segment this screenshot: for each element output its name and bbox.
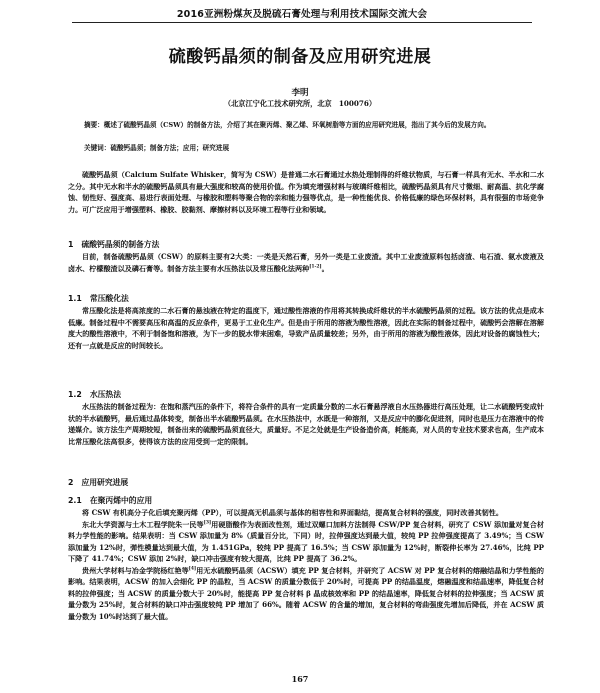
section-2-1-number: 2.1	[68, 496, 82, 505]
paragraph-3-lead: 贵州大学材料与冶金学院杨红艳等	[82, 565, 189, 575]
section-1-end: 。	[321, 263, 329, 273]
paragraph-3-rest: 用无水硫酸钙晶须（ACSW）填充 PP 复合材料，并研究了 ACSW 对 PP 复合材料的熔融结晶和力学性能的影响。结果表明，ACSW 的加入会细化 PP 的晶粒，当 ACSW 的质量分数低于 20%时，可提高 PP 的结晶温度，熔融温度和结晶速率，降低复合材料的拉伸强度；当 ACSW 的质量分数大于 20%时，能提高 PP 复合材料 β 晶成核效率和 PP 的结晶速率，降低复合材料的拉伸强度；当 ACSW 质量分数为 25%时，复合材料的缺口冲击强度较纯 PP 增加了 66%。随着 ACSW 的含量的增加，复合材料的弯曲强度先增加后降低，并在 ACSW 质量分数为 10%时达到了最大值。	[68, 565, 544, 621]
section-1-body	[68, 251, 544, 274]
section-2-1-paragraph-1: 将 CSW 有机高分子化后填充聚丙烯（PP），可以提高无机晶须与基体的相容性和界面黏结，提高复合材料的强度，同时改善其韧性。	[82, 508, 503, 517]
abstract-text: 概述了硫酸钙晶须（CSW）的制备方法，介绍了其在聚丙烯、聚乙烯、环氧树脂等方面的应用研究进展，指出了其今后的发展方向。	[103, 121, 491, 129]
section-1-2-text: 水压热法的制备过程为：在饱和蒸汽压的条件下，将符合条件的具有一定质量分数的二水石膏悬浮液自水压热器进行高压处理，让二水硫酸钙变成针状的半水硫酸钙，最后通过晶体转变，制备出半水硫酸钙晶须。在水压热法中，水既是一种溶剂，又是反应中的膨化促进剂，同时也是压力在溶液中的传递媒介。该方法生产周期较短，制备出来的硫酸钙晶须直径大，质量好。不足之处就是生产设备造价高，耗能高，对人员的专业技术要求也高，生产成本比常压酸化法高很多，使得该方法的应用受到一定的限制。	[68, 402, 544, 446]
section-1-2-number: 1.2	[68, 390, 82, 399]
abstract-label: 摘要：	[84, 121, 104, 129]
section-1-1-body	[68, 305, 544, 351]
section-2-1-body	[68, 507, 544, 622]
keywords-label: 关键词：	[84, 144, 111, 152]
section-1-1-number: 1.1	[68, 294, 82, 303]
section-2-title: 应用研究进展	[81, 478, 129, 487]
author-affiliation: （北京江宁化工技术研究所，北京 100076）	[223, 99, 377, 108]
paragraph-2-lead: 东北大学资源与土木工程学院朱一民等	[82, 519, 204, 529]
section-1-2-body	[68, 401, 544, 447]
section-1-2-title: 水压热法	[89, 390, 121, 399]
section-1-1-text: 常压酸化法是将高浓度的二水石膏的悬浊液在特定的温度下，通过酸性溶液的作用将其转换成纤维状的半水硫酸钙晶须的过程。该方法的优点是成本低廉。制备过程中不需要高压和高温的反应条件，更易于工业化生产。但是由于所用的溶液为酸性溶液，因此在实际的制备过程中，硫酸钙会溶解在溶解度大的酸性溶液中，不利于制备饱和溶液，为下一步的脱水带来困难，导致产品质量较差；另外，由于所用的溶液为酸性液体，因此对设备的腐蚀性大；还有一点就是反应的时间较长。	[68, 306, 544, 350]
abstract	[84, 120, 544, 131]
section-1-paragraph	[68, 251, 544, 274]
paper-title: 硫酸钙晶须的制备及应用研究进展	[168, 47, 432, 67]
section-1-2-heading	[68, 389, 544, 400]
section-2-number: 2	[68, 478, 74, 487]
section-2-1-paragraph-3	[68, 565, 544, 623]
running-header: 2016亚洲粉煤灰及脱硫石膏处理与利用技术国际交流大会	[176, 9, 428, 20]
section-1-title: 硫酸钙晶须的制备方法	[81, 240, 160, 249]
citation: [4]	[188, 566, 197, 572]
section-1-heading	[68, 239, 544, 250]
citation: [3]	[203, 520, 212, 526]
section-1-1-title: 常压酸化法	[89, 294, 129, 303]
section-2-1-heading	[68, 495, 544, 506]
section-1-number: 1	[68, 240, 74, 249]
header-rule	[72, 22, 532, 23]
section-2-heading	[68, 477, 544, 488]
intro-text: 硫酸钙晶须（Calcium Sulfate Whisker，简写为 CSW）是普通二水石膏通过水热处理制得的纤维状物质，与石膏一样具有无水、半水和二水之分。其中无水和半水的硫酸钙晶须具有最大强度和较高的使用价值。作为填充增强材料与玻璃纤维相比，硫酸钙晶须具有尺寸微细、耐高温、抗化学腐蚀、韧性好、强度高、易进行表面处理、与橡胶和塑料等聚合物的亲和能力强等优点，是一种性能优良、价格低廉的绿色环保材料，具有很强的市场竞争力。可广泛应用于增强塑料、橡胶、胶黏剂、摩擦材料以及环境工程等行业和领域。	[68, 170, 544, 214]
section-1-1-heading	[68, 293, 544, 304]
page-number: 167	[291, 674, 309, 684]
keywords-text: 硫酸钙晶须；制备方法；应用；研究进展	[110, 144, 230, 152]
author-name: 李明	[291, 88, 309, 98]
section-2-1-title: 在聚丙烯中的应用	[89, 496, 153, 505]
citation: [1-2]	[309, 264, 322, 270]
section-2-1-paragraph-2	[68, 519, 544, 565]
section-1-text: 目前，制备硫酸钙晶须（CSW）的原料主要有2大类：一类是天然石膏，另外一类是工业废渣。其中工业废渣原料包括卤渣、电石渣、氨水废液及卤水、柠檬酸渣以及磷石膏等。制备方法主要有水压热法以及常压酸化法两种	[68, 252, 544, 273]
paragraph-2-rest: 用硬脂酸作为表面改性剂，通过双螺口加料方法制得 CSW/PP 复合材料，研究了 CSW 添加量对复合材料力学性能的影响。结果表明：当 CSW 添加量为 8%（质量百分比，下同）时，拉伸强度达到最大值，较纯 PP 拉伸强度提高了 3.49%；当 CSW 添加量为 12%时，弹性模量达到最大值，为 1.451GPa，较纯 PP 提高了 16.5%；当 CSW 添加量为 12%时，断裂伸长率为 27.46%，比纯 PP 下降了 41.74%；CSW 添加 2%时，缺口冲击强度有较大提高，比纯 PP 提高了 36.2%。	[68, 519, 544, 563]
intro-paragraph	[68, 169, 544, 215]
keywords	[84, 143, 544, 154]
